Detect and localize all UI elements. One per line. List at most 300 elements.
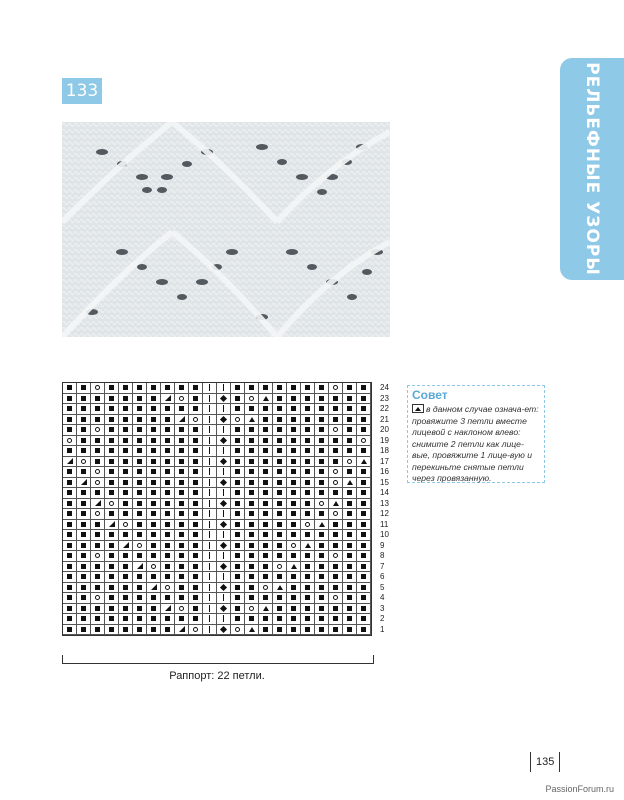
chart-cell (245, 593, 259, 604)
row-number: 4 (380, 593, 385, 602)
chart-cell (77, 457, 91, 468)
chart-cell (301, 499, 315, 510)
chart-cell (119, 394, 133, 405)
chart-cell (301, 551, 315, 562)
chart-cell (329, 604, 343, 615)
chart-cell (63, 614, 77, 625)
chart-cell (287, 530, 301, 541)
chart-cell (217, 383, 231, 394)
chart-cell (259, 415, 273, 426)
chart-cell (189, 394, 203, 405)
chart-cell (245, 457, 259, 468)
chart-cell (273, 404, 287, 415)
chart-cell (105, 625, 119, 636)
chart-cell (357, 604, 371, 615)
chart-cell (231, 583, 245, 594)
chart-cell (63, 583, 77, 594)
chart-cell (329, 583, 343, 594)
chart-cell (175, 562, 189, 573)
chart-cell (315, 593, 329, 604)
chart-cell (91, 488, 105, 499)
chart-cell (273, 572, 287, 583)
chart-cell (343, 415, 357, 426)
chart-cell (175, 436, 189, 447)
chart-cell (133, 425, 147, 436)
chart-cell (357, 530, 371, 541)
page-number: 135 (530, 752, 560, 772)
chart-cell (357, 593, 371, 604)
chart-cell (231, 593, 245, 604)
chart-cell (329, 562, 343, 573)
chart-cell (133, 478, 147, 489)
chart-cell (175, 520, 189, 531)
chart-cell (63, 520, 77, 531)
row-number: 9 (380, 540, 385, 550)
chart-cell (259, 425, 273, 436)
chart-cell (189, 415, 203, 426)
chart-cell (315, 425, 329, 436)
chart-cell (329, 509, 343, 520)
chart-cell (105, 394, 119, 405)
chart-cell (147, 593, 161, 604)
chart-cell (189, 614, 203, 625)
chart-cell (301, 572, 315, 583)
chart-cell (287, 383, 301, 394)
chart-cell (287, 436, 301, 447)
chart-cell (77, 562, 91, 573)
chart-cell (273, 520, 287, 531)
chart-cell (273, 541, 287, 552)
chart-cell (91, 572, 105, 583)
chart-cell (315, 520, 329, 531)
chart-cell (329, 404, 343, 415)
chart-cell (77, 604, 91, 615)
chart-cell (217, 415, 231, 426)
chart-cell (105, 446, 119, 457)
chart-cell (203, 415, 217, 426)
chart-cell (91, 530, 105, 541)
chart-cell (189, 541, 203, 552)
chart-cell (343, 467, 357, 478)
chart-cell (273, 394, 287, 405)
tip-body: в данном случае означа-ет: провяжите 3 петли вместе лицевой с наклоном влево: снимите 2 петли как лице-вые, провяжите 1 лице-вую и перекиньте снятые петли через провязанную. (412, 404, 539, 483)
chart-cell (343, 593, 357, 604)
chart-cell (231, 446, 245, 457)
chart-cell (329, 415, 343, 426)
chart-cell (105, 583, 119, 594)
chart-cell (357, 551, 371, 562)
chart-cell (119, 478, 133, 489)
chart-cell (119, 488, 133, 499)
chart-cell (189, 572, 203, 583)
chart-cell (161, 425, 175, 436)
chart-cell (91, 383, 105, 394)
chart-cell (273, 457, 287, 468)
chart-cell (175, 541, 189, 552)
chart-cell (189, 562, 203, 573)
chart-cell (273, 499, 287, 510)
chart-cell (231, 562, 245, 573)
chart-cell (231, 541, 245, 552)
chart-cell (147, 520, 161, 531)
chart-cell (287, 488, 301, 499)
chart-cell (189, 625, 203, 636)
chart-cell (189, 488, 203, 499)
row-number: 21 (380, 414, 389, 424)
chart-cell (357, 383, 371, 394)
chart-cell (175, 478, 189, 489)
chart-cell (245, 551, 259, 562)
chart-cell (329, 394, 343, 405)
watermark: PassionForum.ru (545, 784, 614, 794)
chart-cell (245, 415, 259, 426)
chart-cell (343, 488, 357, 499)
row-number: 10 (380, 530, 389, 539)
chart-cell (161, 509, 175, 520)
chart-cell (175, 383, 189, 394)
chart-cell (133, 625, 147, 636)
chart-cell (301, 583, 315, 594)
chart-cell (217, 425, 231, 436)
chart-cell (357, 446, 371, 457)
chart-cell (175, 457, 189, 468)
chart-cell (329, 457, 343, 468)
chart-cell (189, 383, 203, 394)
chart-cell (343, 457, 357, 468)
chart-cell (259, 467, 273, 478)
chart-cell (287, 457, 301, 468)
chart-cell (329, 499, 343, 510)
triangle-stitch-icon (412, 404, 424, 413)
chart-cell (63, 572, 77, 583)
chart-cell (105, 436, 119, 447)
chart-cell (63, 509, 77, 520)
chart-cell (357, 436, 371, 447)
chart-cell (273, 415, 287, 426)
chart-cell (161, 551, 175, 562)
chart-cell (105, 562, 119, 573)
row-number: 16 (380, 467, 389, 476)
row-number: 18 (380, 446, 389, 455)
chart-cell (245, 404, 259, 415)
chart-cell (231, 425, 245, 436)
chart-cell (119, 541, 133, 552)
chart-cell (63, 488, 77, 499)
chart-cell (133, 509, 147, 520)
chart-cell (105, 541, 119, 552)
chart-cell (175, 488, 189, 499)
chart-cell (77, 583, 91, 594)
repeat-bracket (62, 655, 374, 664)
chart-cell (245, 478, 259, 489)
chart-cell (315, 415, 329, 426)
chart-cell (161, 404, 175, 415)
chart-cell (91, 562, 105, 573)
chart-cell (119, 446, 133, 457)
chart-cell (217, 478, 231, 489)
chart-cell (231, 457, 245, 468)
chart-cell (259, 509, 273, 520)
chart-cell (147, 425, 161, 436)
chart-cell (287, 572, 301, 583)
chart-cell (245, 488, 259, 499)
chart-cell (357, 425, 371, 436)
chart-cell (189, 551, 203, 562)
chart-cell (91, 404, 105, 415)
chart-cell (259, 625, 273, 636)
chart-cell (147, 488, 161, 499)
chart-cell (105, 404, 119, 415)
chart-cell (63, 383, 77, 394)
chart-cell (301, 383, 315, 394)
chart-cell (105, 425, 119, 436)
chart-cell (231, 551, 245, 562)
row-number: 1 (380, 624, 385, 634)
chart-cell (231, 520, 245, 531)
chart-cell (301, 520, 315, 531)
chart-cell (63, 457, 77, 468)
chart-cell (147, 478, 161, 489)
chart-cell (329, 614, 343, 625)
chart-cell (119, 583, 133, 594)
chart-cell (329, 436, 343, 447)
chart-cell (91, 446, 105, 457)
chart-cell (161, 499, 175, 510)
chart-cell (231, 499, 245, 510)
chart-cell (273, 478, 287, 489)
chart-cell (329, 625, 343, 636)
chart-cell (63, 593, 77, 604)
chart-cell (147, 583, 161, 594)
chart-cell (203, 572, 217, 583)
chart-cell (259, 446, 273, 457)
row-number: 24 (380, 383, 389, 392)
chart-cell (315, 572, 329, 583)
chart-cell (133, 614, 147, 625)
chart-cell (343, 551, 357, 562)
chart-cell (133, 499, 147, 510)
chart-cell (301, 415, 315, 426)
chart-cell (217, 562, 231, 573)
chart-cell (175, 572, 189, 583)
chart-cell (259, 520, 273, 531)
chart-cell (231, 488, 245, 499)
chart-cell (105, 509, 119, 520)
chart-cell (217, 509, 231, 520)
chart-cell (119, 530, 133, 541)
chart-cell (133, 488, 147, 499)
chart-cell (175, 604, 189, 615)
chart-cell (133, 394, 147, 405)
chart-cell (203, 488, 217, 499)
chart-cell (245, 604, 259, 615)
chart-cell (189, 457, 203, 468)
chart-cell (175, 625, 189, 636)
chart-cell (203, 383, 217, 394)
chart-cell (133, 457, 147, 468)
row-number: 12 (380, 509, 389, 518)
chart-cell (273, 551, 287, 562)
chart-cell (301, 436, 315, 447)
chart-cell (161, 520, 175, 531)
chart-cell (147, 551, 161, 562)
chart-cell (245, 446, 259, 457)
chart-cell (133, 551, 147, 562)
tip-title: Совет (412, 388, 448, 402)
chart-cell (315, 394, 329, 405)
chart-cell (119, 614, 133, 625)
chart-cell (343, 604, 357, 615)
chart-cell (161, 488, 175, 499)
chart-cell (217, 394, 231, 405)
chart-cell (315, 551, 329, 562)
chart-cell (231, 625, 245, 636)
chart-cell (175, 467, 189, 478)
chart-cell (203, 394, 217, 405)
chart-cell (315, 478, 329, 489)
chart-cell (91, 583, 105, 594)
chart-cell (259, 530, 273, 541)
chart-cell (175, 509, 189, 520)
chart-cell (189, 446, 203, 457)
chart-cell (273, 383, 287, 394)
chart-cell (189, 499, 203, 510)
chart-cell (315, 509, 329, 520)
chart-cell (147, 394, 161, 405)
chart-cell (91, 457, 105, 468)
chart-cell (133, 404, 147, 415)
chart-cell (357, 394, 371, 405)
chart-cell (273, 509, 287, 520)
chart-cell (287, 551, 301, 562)
chart-cell (217, 446, 231, 457)
chart-cell (259, 383, 273, 394)
chart-cell (343, 394, 357, 405)
chart-cell (105, 604, 119, 615)
chart-cell (315, 614, 329, 625)
chart-cell (245, 499, 259, 510)
chart-cell (217, 541, 231, 552)
chart-cell (343, 572, 357, 583)
chart-cell (63, 436, 77, 447)
row-number: 8 (380, 551, 385, 560)
chart-cell (245, 467, 259, 478)
chart-cell (287, 499, 301, 510)
chart-cell (77, 572, 91, 583)
chart-cell (203, 436, 217, 447)
chart-cell (63, 394, 77, 405)
chart-cell (77, 425, 91, 436)
chart-cell (245, 625, 259, 636)
chart-cell (161, 562, 175, 573)
chart-cell (133, 593, 147, 604)
chart-cell (343, 520, 357, 531)
row-number: 22 (380, 404, 389, 413)
chart-cell (189, 404, 203, 415)
chart-cell (245, 520, 259, 531)
chart-cell (259, 488, 273, 499)
chart-cell (315, 583, 329, 594)
chart-cell (357, 583, 371, 594)
chart-cell (301, 478, 315, 489)
chart-cell (161, 457, 175, 468)
chart-cell (329, 551, 343, 562)
chart-cell (91, 625, 105, 636)
chart-cell (119, 572, 133, 583)
chart-cell (147, 499, 161, 510)
chart-cell (203, 625, 217, 636)
chart-cell (343, 530, 357, 541)
chart-cell (203, 520, 217, 531)
row-number: 2 (380, 614, 385, 623)
chart-cell (301, 457, 315, 468)
chart-cell (343, 625, 357, 636)
chart-cell (343, 499, 357, 510)
chart-cell (231, 530, 245, 541)
chart-cell (91, 499, 105, 510)
chart-cell (245, 614, 259, 625)
chart-cell (203, 551, 217, 562)
chart-cell (231, 478, 245, 489)
chart-cell (119, 425, 133, 436)
chart-cell (161, 593, 175, 604)
chart-cell (315, 562, 329, 573)
chart-cell (329, 541, 343, 552)
row-numbers (380, 383, 389, 635)
chart-cell (105, 614, 119, 625)
chart-cell (175, 415, 189, 426)
chart-cell (259, 394, 273, 405)
chart-cell (287, 593, 301, 604)
chart-cell (301, 593, 315, 604)
chart-cell (357, 488, 371, 499)
chart-cell (259, 593, 273, 604)
row-number: 11 (380, 519, 389, 529)
chart-cell (133, 446, 147, 457)
chart-cell (245, 509, 259, 520)
chart-cell (329, 488, 343, 499)
chart-cell (63, 530, 77, 541)
chart-cell (161, 478, 175, 489)
chart-cell (161, 614, 175, 625)
chart-cell (175, 425, 189, 436)
chart-cell (63, 467, 77, 478)
chart-cell (273, 593, 287, 604)
chart-cell (315, 404, 329, 415)
chart-cell (105, 572, 119, 583)
chart-cell (63, 604, 77, 615)
chart-cell (245, 383, 259, 394)
knitted-lace-sample-photo (62, 122, 390, 337)
chart-cell (77, 467, 91, 478)
chart-cell (315, 436, 329, 447)
chart-cell (161, 625, 175, 636)
chart-cell (161, 467, 175, 478)
chart-cell (147, 467, 161, 478)
chart-cell (175, 551, 189, 562)
chart-cell (287, 625, 301, 636)
chart-cell (189, 436, 203, 447)
chart-cell (133, 415, 147, 426)
chart-cell (147, 625, 161, 636)
chart-cell (91, 614, 105, 625)
chart-cell (203, 604, 217, 615)
chart-cell (273, 614, 287, 625)
chart-cell (147, 541, 161, 552)
chart-cell (105, 488, 119, 499)
chart-cell (301, 446, 315, 457)
chart-cell (343, 614, 357, 625)
